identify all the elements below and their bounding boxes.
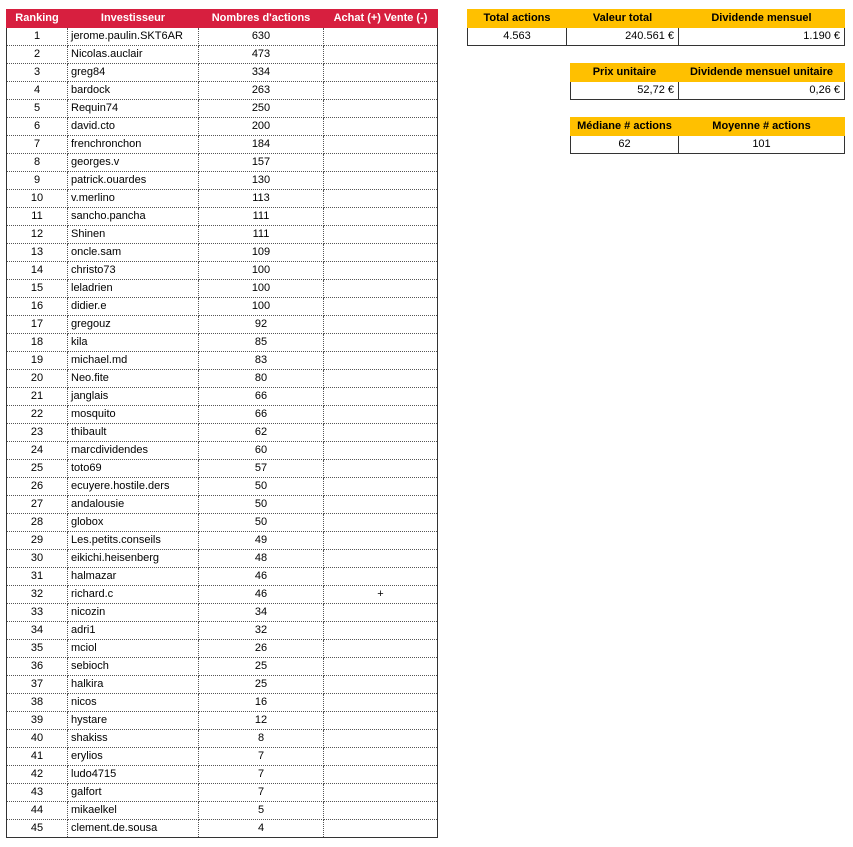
investor-name-cell: Requin74 bbox=[68, 100, 199, 118]
shares-cell: 130 bbox=[199, 172, 324, 190]
rank-cell: 8 bbox=[7, 154, 68, 172]
rank-cell: 6 bbox=[7, 118, 68, 136]
investor-name-cell: leladrien bbox=[68, 280, 199, 298]
change-cell bbox=[324, 64, 438, 82]
rank-cell: 19 bbox=[7, 352, 68, 370]
change-cell bbox=[324, 370, 438, 388]
unit-price-table bbox=[570, 63, 845, 100]
investor-name-cell: sebioch bbox=[68, 658, 199, 676]
dividende-mensuel-value: 1.190 € bbox=[679, 28, 845, 46]
prix-unitaire-value: 52,72 € bbox=[571, 82, 679, 100]
change-cell bbox=[324, 352, 438, 370]
rank-cell: 27 bbox=[7, 496, 68, 514]
change-cell bbox=[324, 532, 438, 550]
rank-cell: 1 bbox=[7, 28, 68, 46]
rank-cell: 9 bbox=[7, 172, 68, 190]
investor-name-cell: richard.c bbox=[68, 586, 199, 604]
table-row bbox=[7, 586, 438, 604]
change-cell bbox=[324, 28, 438, 46]
table-row bbox=[7, 712, 438, 730]
change-cell bbox=[324, 748, 438, 766]
change-cell bbox=[324, 496, 438, 514]
investor-name-cell: sancho.pancha bbox=[68, 208, 199, 226]
investor-name-cell: gregouz bbox=[68, 316, 199, 334]
rank-cell: 20 bbox=[7, 370, 68, 388]
rank-cell: 37 bbox=[7, 676, 68, 694]
shares-cell: 7 bbox=[199, 766, 324, 784]
shares-cell: 66 bbox=[199, 388, 324, 406]
shares-cell: 113 bbox=[199, 190, 324, 208]
table-row bbox=[7, 100, 438, 118]
investor-name-cell: erylios bbox=[68, 748, 199, 766]
shares-cell: 66 bbox=[199, 406, 324, 424]
change-cell bbox=[324, 118, 438, 136]
table-row bbox=[7, 550, 438, 568]
rank-cell: 21 bbox=[7, 388, 68, 406]
table-row bbox=[7, 388, 438, 406]
table-row bbox=[7, 532, 438, 550]
change-cell bbox=[324, 316, 438, 334]
change-cell bbox=[324, 442, 438, 460]
change-cell bbox=[324, 280, 438, 298]
investor-name-cell: georges.v bbox=[68, 154, 199, 172]
table-row bbox=[7, 730, 438, 748]
rank-cell: 28 bbox=[7, 514, 68, 532]
rank-cell: 40 bbox=[7, 730, 68, 748]
table-header-row bbox=[7, 10, 438, 28]
shares-cell: 50 bbox=[199, 496, 324, 514]
dividende-unitaire-value: 0,26 € bbox=[679, 82, 845, 100]
shares-cell: 80 bbox=[199, 370, 324, 388]
shares-cell: 32 bbox=[199, 622, 324, 640]
shares-cell: 46 bbox=[199, 568, 324, 586]
header-prix-unitaire: Prix unitaire bbox=[571, 64, 679, 82]
median-value-row bbox=[571, 136, 845, 154]
shares-cell: 46 bbox=[199, 586, 324, 604]
shares-cell: 25 bbox=[199, 676, 324, 694]
shares-cell: 5 bbox=[199, 802, 324, 820]
unit-header-row bbox=[571, 64, 845, 82]
rank-cell: 41 bbox=[7, 748, 68, 766]
shares-cell: 200 bbox=[199, 118, 324, 136]
change-cell bbox=[324, 262, 438, 280]
shares-cell: 85 bbox=[199, 334, 324, 352]
rank-cell: 43 bbox=[7, 784, 68, 802]
change-cell bbox=[324, 676, 438, 694]
investor-name-cell: v.merlino bbox=[68, 190, 199, 208]
rank-cell: 5 bbox=[7, 100, 68, 118]
shares-cell: 50 bbox=[199, 478, 324, 496]
shares-cell: 62 bbox=[199, 424, 324, 442]
table-row bbox=[7, 118, 438, 136]
table-row bbox=[7, 208, 438, 226]
shares-cell: 48 bbox=[199, 550, 324, 568]
change-cell bbox=[324, 478, 438, 496]
rank-cell: 30 bbox=[7, 550, 68, 568]
rank-cell: 23 bbox=[7, 424, 68, 442]
change-cell bbox=[324, 82, 438, 100]
change-cell bbox=[324, 802, 438, 820]
shares-cell: 25 bbox=[199, 658, 324, 676]
investor-name-cell: halmazar bbox=[68, 568, 199, 586]
header-investisseur: Investisseur bbox=[68, 10, 199, 28]
table-row bbox=[7, 154, 438, 172]
investor-name-cell: frenchronchon bbox=[68, 136, 199, 154]
table-row bbox=[7, 172, 438, 190]
table-row bbox=[7, 766, 438, 784]
investor-name-cell: kila bbox=[68, 334, 199, 352]
change-cell bbox=[324, 640, 438, 658]
shares-cell: 100 bbox=[199, 280, 324, 298]
rank-cell: 17 bbox=[7, 316, 68, 334]
table-row bbox=[7, 442, 438, 460]
change-cell bbox=[324, 514, 438, 532]
rank-cell: 32 bbox=[7, 586, 68, 604]
median-header-row bbox=[571, 118, 845, 136]
change-cell bbox=[324, 658, 438, 676]
header-nombres-actions: Nombres d'actions bbox=[199, 10, 324, 28]
table-row bbox=[7, 640, 438, 658]
change-cell bbox=[324, 244, 438, 262]
shares-cell: 50 bbox=[199, 514, 324, 532]
investor-name-cell: patrick.ouardes bbox=[68, 172, 199, 190]
change-cell bbox=[324, 46, 438, 64]
table-row bbox=[7, 352, 438, 370]
moyenne-actions-value: 101 bbox=[679, 136, 845, 154]
investor-name-cell: christo73 bbox=[68, 262, 199, 280]
investor-name-cell: Shinen bbox=[68, 226, 199, 244]
investor-name-cell: david.cto bbox=[68, 118, 199, 136]
investor-name-cell: adri1 bbox=[68, 622, 199, 640]
investor-name-cell: hystare bbox=[68, 712, 199, 730]
rank-cell: 18 bbox=[7, 334, 68, 352]
table-row bbox=[7, 370, 438, 388]
change-cell bbox=[324, 766, 438, 784]
shares-cell: 100 bbox=[199, 298, 324, 316]
change-cell bbox=[324, 820, 438, 838]
table-row bbox=[7, 316, 438, 334]
rank-cell: 3 bbox=[7, 64, 68, 82]
investor-name-cell: Les.petits.conseils bbox=[68, 532, 199, 550]
shares-cell: 92 bbox=[199, 316, 324, 334]
table-row bbox=[7, 244, 438, 262]
shares-cell: 8 bbox=[199, 730, 324, 748]
investor-name-cell: toto69 bbox=[68, 460, 199, 478]
table-row bbox=[7, 496, 438, 514]
rank-cell: 25 bbox=[7, 460, 68, 478]
rank-cell: 45 bbox=[7, 820, 68, 838]
header-ranking: Ranking bbox=[7, 10, 68, 28]
investor-name-cell: marcdividendes bbox=[68, 442, 199, 460]
investor-name-cell: andalousie bbox=[68, 496, 199, 514]
change-cell bbox=[324, 334, 438, 352]
change-cell bbox=[324, 208, 438, 226]
header-valeur-total: Valeur total bbox=[567, 10, 679, 28]
header-total-actions: Total actions bbox=[468, 10, 567, 28]
investor-name-cell: halkira bbox=[68, 676, 199, 694]
rank-cell: 10 bbox=[7, 190, 68, 208]
table-row bbox=[7, 622, 438, 640]
investor-name-cell: Nicolas.auclair bbox=[68, 46, 199, 64]
table-row bbox=[7, 334, 438, 352]
shares-cell: 57 bbox=[199, 460, 324, 478]
shares-cell: 109 bbox=[199, 244, 324, 262]
header-moyenne-actions: Moyenne # actions bbox=[679, 118, 845, 136]
table-row bbox=[7, 658, 438, 676]
change-cell bbox=[324, 784, 438, 802]
change-cell bbox=[324, 550, 438, 568]
rank-cell: 34 bbox=[7, 622, 68, 640]
rank-cell: 36 bbox=[7, 658, 68, 676]
table-body bbox=[7, 28, 438, 838]
rank-cell: 12 bbox=[7, 226, 68, 244]
table-row bbox=[7, 748, 438, 766]
table-row bbox=[7, 406, 438, 424]
table-row bbox=[7, 298, 438, 316]
table-row bbox=[7, 820, 438, 838]
investor-name-cell: nicos bbox=[68, 694, 199, 712]
change-cell bbox=[324, 298, 438, 316]
change-cell bbox=[324, 460, 438, 478]
rank-cell: 24 bbox=[7, 442, 68, 460]
investor-name-cell: didier.e bbox=[68, 298, 199, 316]
totals-header-row bbox=[468, 10, 845, 28]
rank-cell: 38 bbox=[7, 694, 68, 712]
table-row bbox=[7, 802, 438, 820]
table-row bbox=[7, 226, 438, 244]
header-achat-vente: Achat (+) Vente (-) bbox=[324, 10, 438, 28]
shares-cell: 26 bbox=[199, 640, 324, 658]
rank-cell: 11 bbox=[7, 208, 68, 226]
rank-cell: 44 bbox=[7, 802, 68, 820]
investor-name-cell: mosquito bbox=[68, 406, 199, 424]
change-cell bbox=[324, 226, 438, 244]
investor-name-cell: oncle.sam bbox=[68, 244, 199, 262]
rank-cell: 22 bbox=[7, 406, 68, 424]
shares-cell: 334 bbox=[199, 64, 324, 82]
change-cell: + bbox=[324, 586, 438, 604]
median-average-table bbox=[570, 117, 845, 154]
table-row bbox=[7, 28, 438, 46]
shares-cell: 12 bbox=[199, 712, 324, 730]
rank-cell: 39 bbox=[7, 712, 68, 730]
totals-table bbox=[467, 9, 845, 46]
change-cell bbox=[324, 406, 438, 424]
shares-cell: 60 bbox=[199, 442, 324, 460]
rank-cell: 31 bbox=[7, 568, 68, 586]
total-actions-value: 4.563 bbox=[468, 28, 567, 46]
rank-cell: 2 bbox=[7, 46, 68, 64]
investor-name-cell: nicozin bbox=[68, 604, 199, 622]
investor-name-cell: mciol bbox=[68, 640, 199, 658]
change-cell bbox=[324, 190, 438, 208]
investor-name-cell: bardock bbox=[68, 82, 199, 100]
investor-name-cell: galfort bbox=[68, 784, 199, 802]
rank-cell: 26 bbox=[7, 478, 68, 496]
shares-cell: 34 bbox=[199, 604, 324, 622]
shares-cell: 100 bbox=[199, 262, 324, 280]
table-row bbox=[7, 460, 438, 478]
header-dividende-mensuel: Dividende mensuel bbox=[679, 10, 845, 28]
shares-cell: 49 bbox=[199, 532, 324, 550]
unit-value-row bbox=[571, 82, 845, 100]
table-row bbox=[7, 262, 438, 280]
shares-cell: 7 bbox=[199, 748, 324, 766]
shares-cell: 83 bbox=[199, 352, 324, 370]
change-cell bbox=[324, 694, 438, 712]
shares-cell: 630 bbox=[199, 28, 324, 46]
investor-name-cell: clement.de.sousa bbox=[68, 820, 199, 838]
investor-name-cell: thibault bbox=[68, 424, 199, 442]
mediane-actions-value: 62 bbox=[571, 136, 679, 154]
change-cell bbox=[324, 100, 438, 118]
rank-cell: 33 bbox=[7, 604, 68, 622]
investor-name-cell: ecuyere.hostile.ders bbox=[68, 478, 199, 496]
change-cell bbox=[324, 154, 438, 172]
rank-cell: 35 bbox=[7, 640, 68, 658]
investor-ranking-table bbox=[6, 9, 438, 838]
investor-name-cell: eikichi.heisenberg bbox=[68, 550, 199, 568]
investor-name-cell: globox bbox=[68, 514, 199, 532]
shares-cell: 184 bbox=[199, 136, 324, 154]
table-row bbox=[7, 82, 438, 100]
rank-cell: 13 bbox=[7, 244, 68, 262]
investor-name-cell: janglais bbox=[68, 388, 199, 406]
investor-name-cell: greg84 bbox=[68, 64, 199, 82]
shares-cell: 263 bbox=[199, 82, 324, 100]
shares-cell: 16 bbox=[199, 694, 324, 712]
change-cell bbox=[324, 136, 438, 154]
rank-cell: 15 bbox=[7, 280, 68, 298]
investor-name-cell: shakiss bbox=[68, 730, 199, 748]
rank-cell: 16 bbox=[7, 298, 68, 316]
table-row bbox=[7, 136, 438, 154]
table-row bbox=[7, 424, 438, 442]
investor-name-cell: Neo.fite bbox=[68, 370, 199, 388]
table-row bbox=[7, 604, 438, 622]
table-row bbox=[7, 280, 438, 298]
change-cell bbox=[324, 388, 438, 406]
table-row bbox=[7, 694, 438, 712]
header-mediane-actions: Médiane # actions bbox=[571, 118, 679, 136]
investor-name-cell: ludo4715 bbox=[68, 766, 199, 784]
header-dividende-unitaire: Dividende mensuel unitaire bbox=[679, 64, 845, 82]
rank-cell: 7 bbox=[7, 136, 68, 154]
table-row bbox=[7, 514, 438, 532]
table-row bbox=[7, 190, 438, 208]
valeur-total-value: 240.561 € bbox=[567, 28, 679, 46]
investor-name-cell: jerome.paulin.SKT6AR bbox=[68, 28, 199, 46]
table-row bbox=[7, 46, 438, 64]
change-cell bbox=[324, 712, 438, 730]
rank-cell: 4 bbox=[7, 82, 68, 100]
change-cell bbox=[324, 172, 438, 190]
shares-cell: 157 bbox=[199, 154, 324, 172]
table-row bbox=[7, 568, 438, 586]
shares-cell: 111 bbox=[199, 226, 324, 244]
shares-cell: 250 bbox=[199, 100, 324, 118]
shares-cell: 4 bbox=[199, 820, 324, 838]
rank-cell: 29 bbox=[7, 532, 68, 550]
rank-cell: 14 bbox=[7, 262, 68, 280]
change-cell bbox=[324, 424, 438, 442]
investor-name-cell: michael.md bbox=[68, 352, 199, 370]
change-cell bbox=[324, 622, 438, 640]
change-cell bbox=[324, 604, 438, 622]
table-row bbox=[7, 676, 438, 694]
table-row bbox=[7, 64, 438, 82]
table-row bbox=[7, 478, 438, 496]
shares-cell: 111 bbox=[199, 208, 324, 226]
table-row bbox=[7, 784, 438, 802]
change-cell bbox=[324, 568, 438, 586]
change-cell bbox=[324, 730, 438, 748]
shares-cell: 473 bbox=[199, 46, 324, 64]
investor-name-cell: mikaelkel bbox=[68, 802, 199, 820]
rank-cell: 42 bbox=[7, 766, 68, 784]
shares-cell: 7 bbox=[199, 784, 324, 802]
totals-value-row bbox=[468, 28, 845, 46]
